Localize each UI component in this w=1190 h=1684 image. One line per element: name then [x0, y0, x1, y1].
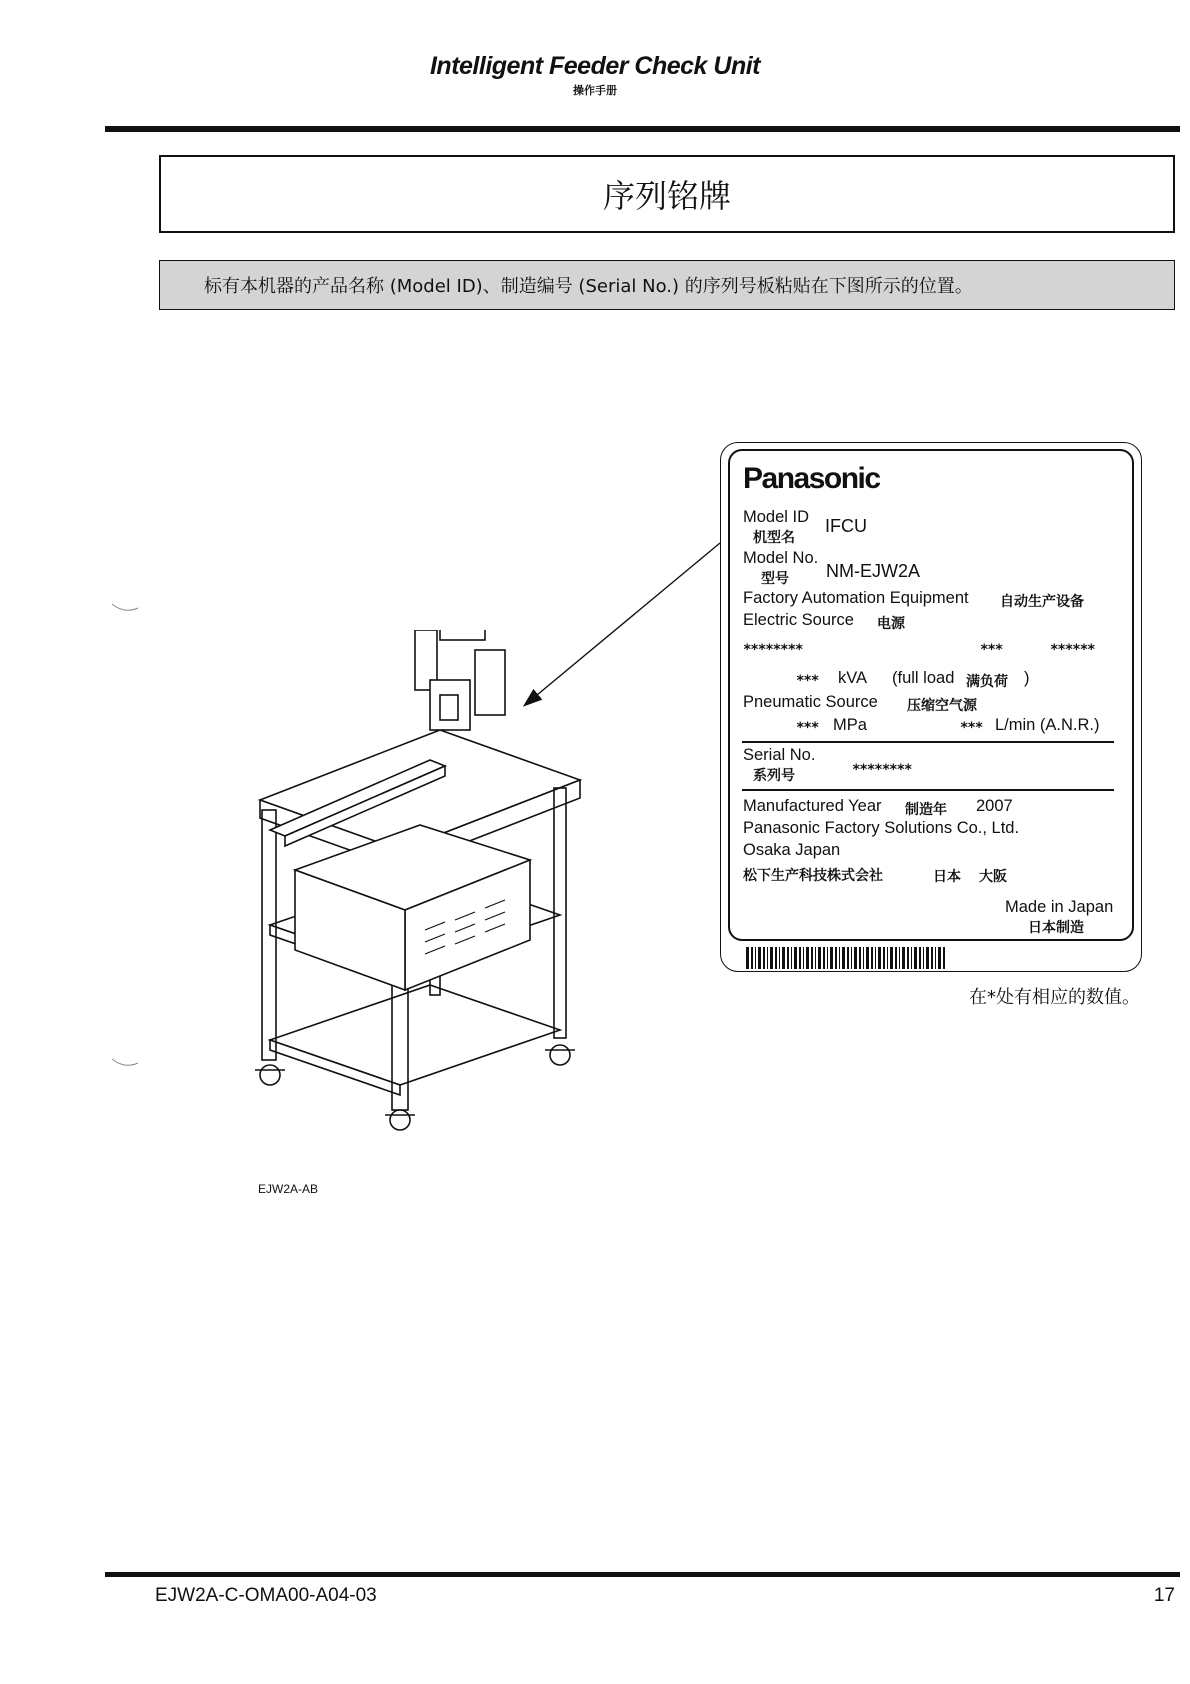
- kva-unit: kVA: [838, 669, 868, 687]
- barcode-bar: [779, 947, 780, 969]
- barcode-bar: [911, 947, 912, 969]
- model-id-value: IFCU: [825, 516, 867, 536]
- equipment-label: Factory Automation Equipment: [743, 589, 969, 607]
- serial-no-label-cn: 系列号: [753, 768, 795, 784]
- document-title: Intelligent Feeder Check Unit: [429, 52, 760, 80]
- barcode-bar: [782, 947, 785, 969]
- barcode-bar: [830, 947, 833, 969]
- section-title: 序列铭牌: [602, 177, 731, 215]
- barcode-bar: [746, 947, 749, 969]
- company-location: Osaka Japan: [743, 841, 841, 859]
- footer-rule: [105, 1572, 1180, 1577]
- barcode-bar: [890, 947, 893, 969]
- company-name-cn: 松下生产科技株式会社: [743, 868, 883, 884]
- barcode-bar: [938, 947, 941, 969]
- electric-source-label: Electric Source: [743, 611, 854, 629]
- machine-illustration: [230, 630, 610, 1190]
- barcode-bar: [847, 947, 849, 969]
- barcode-bar: [907, 947, 909, 969]
- full-load-close: ): [1024, 669, 1030, 687]
- barcode: [746, 947, 946, 969]
- barcode-bar: [902, 947, 905, 969]
- barcode-bar: [775, 947, 777, 969]
- manufactured-year-label: Manufactured Year: [743, 797, 882, 815]
- pneumatic-source-label-cn: 压缩空气源: [907, 698, 977, 714]
- barcode-bar: [851, 947, 852, 969]
- mpa-value: ***: [796, 720, 819, 736]
- lmin-unit: L/min (A.N.R.): [995, 716, 1100, 734]
- barcode-bar: [878, 947, 881, 969]
- electric-value-1: ********: [743, 642, 803, 658]
- barcode-bar: [823, 947, 825, 969]
- full-load-label: (full load: [892, 669, 955, 687]
- barcode-bar: [791, 947, 792, 969]
- country-cn: 日本: [933, 869, 961, 885]
- barcode-bar: [818, 947, 821, 969]
- barcode-bar: [767, 947, 768, 969]
- model-no-label: Model No.: [743, 549, 819, 567]
- barcode-bar: [866, 947, 869, 969]
- barcode-bar: [763, 947, 765, 969]
- barcode-bar: [854, 947, 857, 969]
- equipment-label-cn: 自动生产设备: [1000, 594, 1084, 610]
- description-box: [159, 260, 1175, 310]
- mpa-unit: MPa: [833, 716, 867, 734]
- model-no-label-cn: 型号: [761, 571, 789, 587]
- punch-hole-mark: [110, 600, 140, 620]
- electric-value-3: ******: [1050, 642, 1095, 658]
- barcode-bar: [943, 947, 945, 969]
- barcode-bar: [859, 947, 861, 969]
- barcode-bar: [842, 947, 845, 969]
- model-no-value: NM-EJW2A: [826, 561, 920, 581]
- pneumatic-source-label: Pneumatic Source: [743, 693, 878, 711]
- barcode-bar: [899, 947, 900, 969]
- note-text: 在*处有相应的数值。: [969, 987, 1140, 1008]
- barcode-bar: [794, 947, 797, 969]
- barcode-bar: [827, 947, 828, 969]
- barcode-bar: [803, 947, 804, 969]
- barcode-bar: [883, 947, 885, 969]
- barcode-bar: [926, 947, 929, 969]
- barcode-bar: [751, 947, 753, 969]
- document-subtitle: 操作手册: [573, 84, 617, 97]
- barcode-bar: [755, 947, 756, 969]
- barcode-bar: [835, 947, 837, 969]
- barcode-bar: [923, 947, 924, 969]
- company-name: Panasonic Factory Solutions Co., Ltd.: [743, 819, 1020, 837]
- barcode-bar: [839, 947, 840, 969]
- barcode-bar: [875, 947, 876, 969]
- description-text: 标有本机器的产品名称 (Model ID)、制造编号 (Serial No.) 的序列号板粘贴在下图所示的位置。: [204, 276, 973, 297]
- electric-value-2: ***: [980, 642, 1003, 658]
- barcode-bar: [871, 947, 873, 969]
- barcode-bar: [931, 947, 933, 969]
- section-title-box: [159, 155, 1175, 233]
- barcode-bar: [895, 947, 897, 969]
- barcode-bar: [799, 947, 801, 969]
- manufactured-year-value: 2007: [976, 797, 1013, 815]
- barcode-bar: [770, 947, 773, 969]
- barcode-bar: [758, 947, 761, 969]
- barcode-bar: [815, 947, 816, 969]
- punch-hole-mark: [110, 1055, 140, 1075]
- city-cn: 大阪: [979, 869, 1007, 885]
- barcode-bar: [919, 947, 921, 969]
- manufactured-year-label-cn: 制造年: [905, 802, 947, 818]
- barcode-bar: [811, 947, 813, 969]
- barcode-bar: [914, 947, 917, 969]
- figure-code: EJW2A-AB: [258, 1182, 319, 1196]
- full-load-label-cn: 满负荷: [966, 674, 1008, 690]
- made-in-label: Made in Japan: [1005, 898, 1114, 916]
- barcode-bar: [806, 947, 809, 969]
- document-code: EJW2A-C-OMA00-A04-03: [155, 1585, 377, 1606]
- model-id-label: Model ID: [743, 508, 810, 526]
- page-number: 17: [1153, 1585, 1175, 1606]
- made-in-label-cn: 日本制造: [1028, 920, 1084, 936]
- barcode-bar: [863, 947, 864, 969]
- serial-no-value: ********: [852, 762, 912, 778]
- barcode-bar: [887, 947, 888, 969]
- nameplate-divider: [742, 789, 1114, 791]
- barcode-bar: [935, 947, 936, 969]
- barcode-bar: [787, 947, 789, 969]
- header-rule: [105, 126, 1180, 132]
- nameplate-divider: [742, 741, 1114, 743]
- brand-logo: Panasonic: [743, 462, 880, 495]
- serial-no-label: Serial No.: [743, 746, 816, 764]
- model-id-label-cn: 机型名: [753, 530, 795, 546]
- electric-source-label-cn: 电源: [877, 616, 905, 632]
- kva-value: ***: [796, 673, 819, 689]
- lmin-value: ***: [960, 720, 983, 736]
